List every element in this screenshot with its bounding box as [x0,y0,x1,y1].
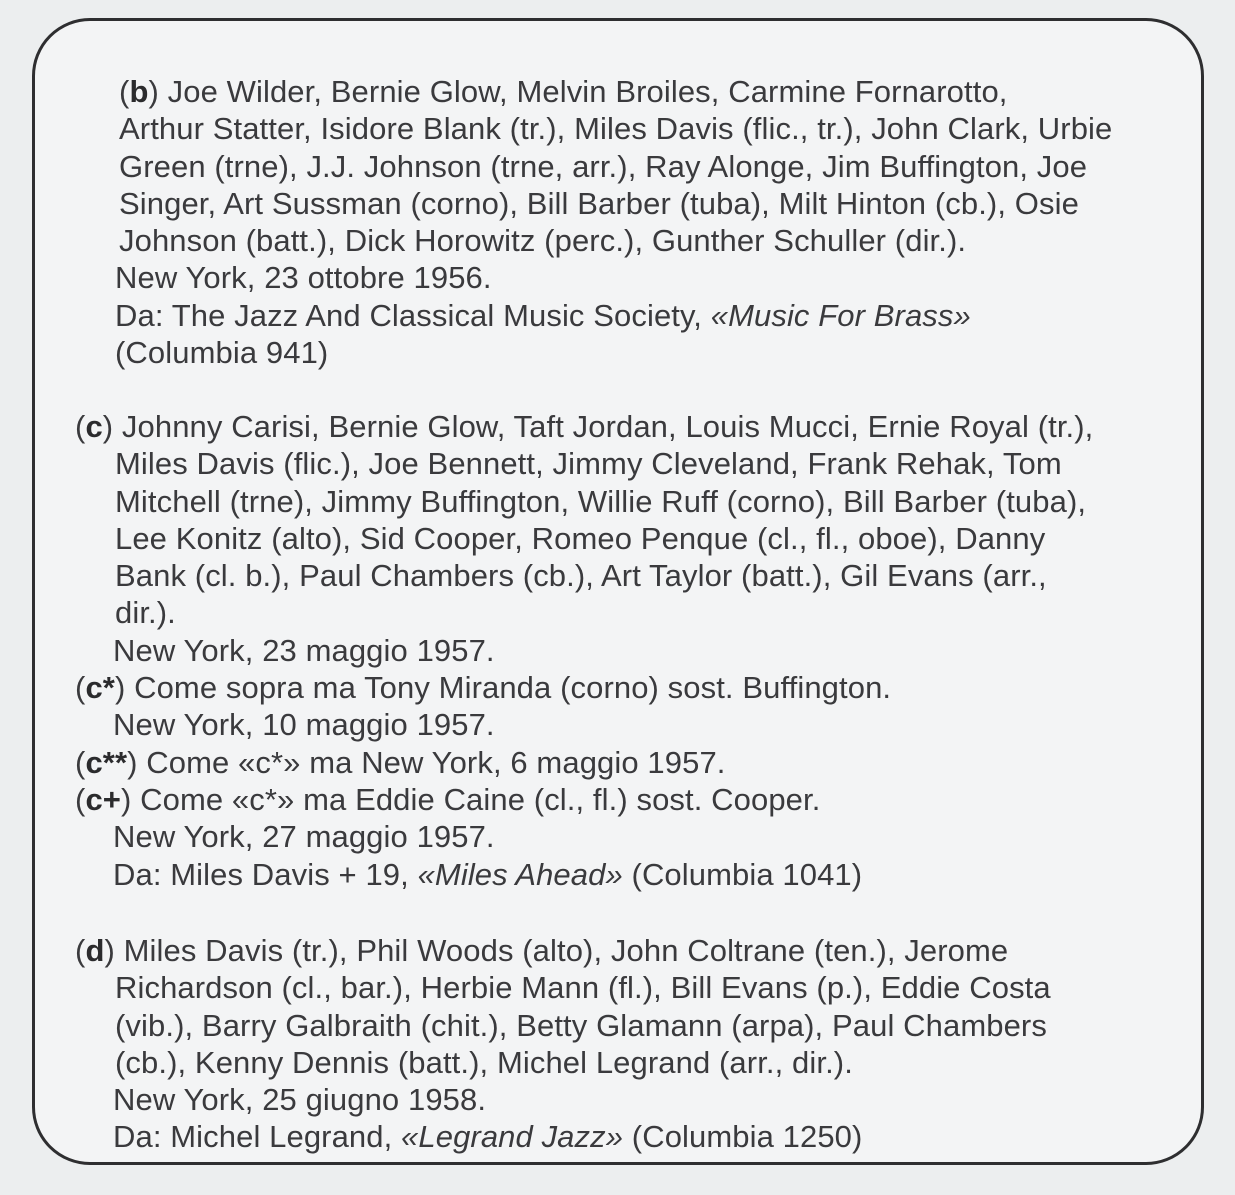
variant-line: (c+) Come «c*» ma Eddie Caine (cl., fl.) sost. Cooper. [75,781,821,817]
entry-key: c [85,409,103,444]
discography-entry-d [35,932,1201,1156]
personnel-line: Johnny Carisi, Bernie Glow, Taft Jordan, Louis Mucci, Ernie Royal (tr.), [121,409,1094,444]
entry-first-line: (c) Johnny Carisi, Bernie Glow, Taft Jordan, Louis Mucci, Ernie Royal (tr.), [75,409,1094,444]
variant-text: Come «c*» ma New York, 6 maggio 1957. [146,744,726,780]
source-line [35,1118,1201,1155]
personnel-line: Mitchell (trne), Jimmy Buffington, Willie Ruff (corno), Bill Barber (tuba), [115,483,1087,519]
personnel-line: Arthur Statter, Isidore Blank (tr.), Miles Davis (flic., tr.), John Clark, Urbie [119,111,1113,147]
personnel-line: (vib.), Barry Galbraith (chit.), Betty Glamann (arpa), Paul Chambers [115,1007,1047,1043]
discography-entry-b [35,73,1201,371]
personnel-line: Johnson (batt.), Dick Horowitz (perc.), Gunther Schuller (dir.). [119,223,967,259]
personnel-line: Green (trne), J.J. Johnson (trne, arr.), Ray Alonge, Jim Buffington, Joe [119,148,1088,184]
personnel-line: Singer, Art Sussman (corno), Bill Barber (tuba), Milt Hinton (cb.), Osie [119,185,1079,221]
discography-box [32,18,1204,1165]
entry-key: b [129,74,149,109]
entry-first-line: (d) Miles Davis (tr.), Phil Woods (alto), John Coltrane (ten.), Jerome [75,933,1009,968]
album-title: «Legrand Jazz» [401,1119,624,1155]
recording-place-date: New York, 27 maggio 1957. [113,819,495,855]
personnel-line: Lee Konitz (alto), Sid Cooper, Romeo Penque (cl., fl., oboe), Danny [115,520,1046,556]
recording-place-date: New York, 23 maggio 1957. [113,632,495,668]
album-title: «Music For Brass» [710,297,971,333]
entry-key: d [85,933,105,968]
record-label: (Columbia 941) [115,335,329,371]
source-line [35,297,1201,334]
personnel-line: Miles Davis (flic.), Joe Bennett, Jimmy Cleveland, Frank Rehak, Tom [115,446,1062,482]
discography-entry-c [35,408,1201,893]
record-label: (Columbia 1041) [631,856,863,892]
personnel-line: dir.). [115,595,176,631]
variant-key: c+ [85,781,121,817]
personnel-line: Richardson (cl., bar.), Herbie Mann (fl.), Bill Evans (p.), Eddie Costa [115,970,1051,1006]
entry-first-line: (b) Joe Wilder, Bernie Glow, Melvin Broiles, Carmine Fornarotto, [119,74,1008,109]
variant-key: c* [85,670,115,706]
variant-text: Come sopra ma Tony Miranda (corno) sost. Buffington. [134,670,892,706]
source-line [35,856,1201,893]
recording-place-date: New York, 25 giugno 1958. [113,1082,487,1118]
variant-line: (c**) Come «c*» ma New York, 6 maggio 1957. [75,744,726,780]
personnel-line: (cb.), Kenny Dennis (batt.), Michel Legrand (arr., dir.). [115,1044,853,1080]
source-prefix: Da: Michel Legrand, [113,1119,393,1155]
personnel-line: Miles Davis (tr.), Phil Woods (alto), John Coltrane (ten.), Jerome [123,933,1009,968]
personnel-line: Bank (cl. b.), Paul Chambers (cb.), Art Taylor (batt.), Gil Evans (arr., [115,558,1047,594]
variant-line: (c*) Come sopra ma Tony Miranda (corno) sost. Buffington. [75,670,892,706]
album-title: «Miles Ahead» [417,856,623,892]
variant-key: c** [85,744,128,780]
record-label: (Columbia 1250) [631,1119,863,1155]
recording-place-date: New York, 10 maggio 1957. [113,707,495,743]
personnel-line: Joe Wilder, Bernie Glow, Melvin Broiles, Carmine Fornarotto, [167,74,1008,109]
recording-place-date: New York, 23 ottobre 1956. [115,260,492,296]
source-prefix: Da: Miles Davis + 19, [113,856,409,892]
variant-text: Come «c*» ma Eddie Caine (cl., fl.) sost. Cooper. [140,781,821,817]
source-prefix: Da: The Jazz And Classical Music Society, [115,297,703,333]
